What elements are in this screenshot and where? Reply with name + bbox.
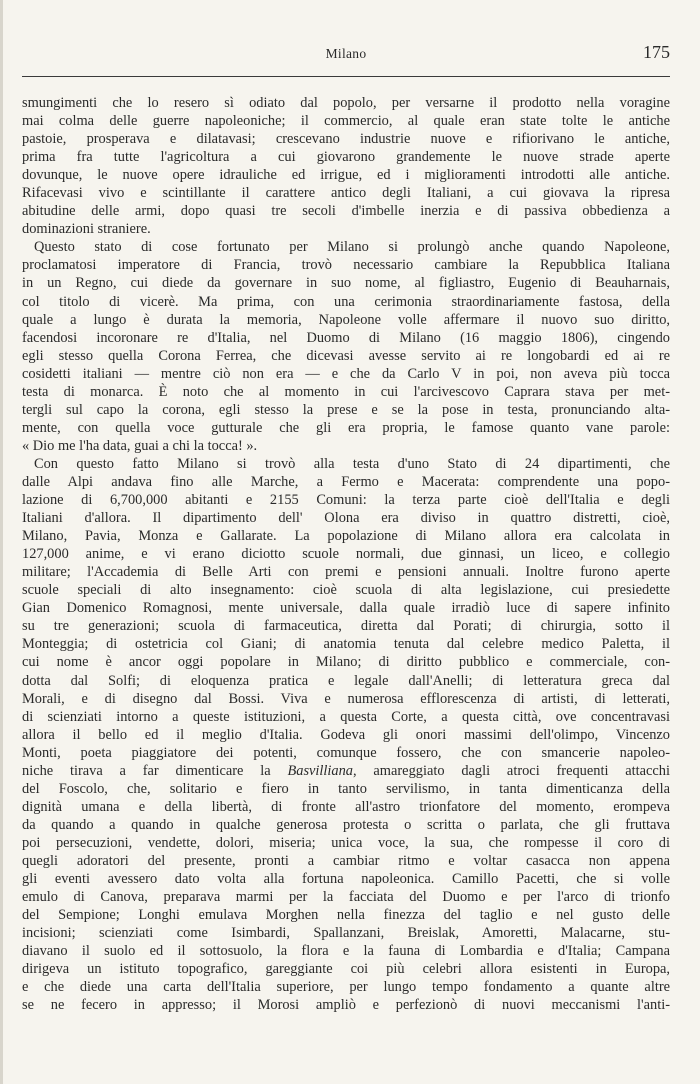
text-line: in un Regno, cui diede da governare in suo nome, al figliastro, Eugenio di Beauharnais, (22, 275, 670, 292)
text-line: abitudine delle armi, dopo quasi tre secoli d'imbelle inerzia e di passiva obbedienza a (22, 203, 670, 220)
text-line: Monti, poeta piaggiatore dei potenti, comunque fossero, che con smancerie napoleo- (22, 744, 670, 761)
text-line: 127,000 anime, e vi erano diciotto scuole normali, due ginnasi, un liceo, e collegio (22, 546, 670, 563)
text-line: dignità umana e della libertà, di fronte all'astro trionfatore del momento, erompeva (22, 798, 670, 815)
text-line: incisioni; scienziati come Isimbardi, Spallanzani, Breislak, Amoretti, Malacarne, stu- (22, 925, 670, 942)
text-line: egli stesso quella Corona Ferrea, che dicevasi avesse servito ai re longobardi ed ai re (22, 347, 670, 364)
text-line: pastoie, prosperava e dilatavasi; crescevano industrie nuove e rifiorivano le antiche, (22, 131, 670, 148)
text-line: dovunque, le nuove opere idrauliche ed irrigue, ed i miglioramenti introdotti alle antiche. (22, 167, 670, 184)
text-line: poi persecuzioni, vendette, dolori, miseria; unica voce, la sua, che rompesse il coro di (22, 834, 670, 851)
text-line: e che diede una carta dell'Italia superiore, per lungo tempo fondamento a quante altre (22, 979, 670, 996)
text-line: Milano, Pavia, Monza e Gallarate. La popolazione di Milano allora era calcolata in (22, 528, 670, 545)
text-line: prima fra tutte l'agricoltura a cui giovarono grandemente le nuove strade aperte (22, 149, 670, 166)
text-line: Questo stato di cose fortunato per Milano si prolungò anche quando Napoleone, (34, 239, 670, 256)
text-line: mente, con quella voce gutturale che gli era propria, le famose quanto vane parole: (22, 419, 670, 436)
body-text (22, 94, 670, 1014)
text-line: Morali, e di disegno dal Bossi. Viva e numerosa efflorescenza di artisti, di letterati, (22, 690, 670, 707)
text-line: tergli sul capo la corona, egli stesso la prese e se la pose in testa, pronunciando alta- (22, 401, 670, 418)
text-line: niche tirava a far dimenticare la Basvilliana, amareggiato dagli atroci frequenti attacchi (22, 762, 670, 779)
text-line: lazione di 6,700,000 abitanti e 2155 Comuni: la terza parte cioè dell'Italia e degli (22, 492, 670, 509)
text-line: Rifacevasi vivo e scintillante il carattere antico degli Italiani, a cui giovava la ripresa (22, 185, 670, 202)
text-line: facendosi incoronare re d'Italia, nel Duomo di Milano (16 maggio 1806), cingendo (22, 329, 670, 346)
text-line: smungimenti che lo resero sì odiato dal popolo, per versarne il prodotto nella voragine (22, 95, 670, 111)
running-title: Milano (325, 46, 367, 61)
text-line: quale a lungo è durata la memoria, Napoleone volle affermare il nuovo suo diritto, (22, 311, 670, 328)
text-line: da quando a quando in qualche generosa protesta o scritta o parlata, che gli fruttava (22, 816, 670, 833)
text-line: Italiani d'allora. Il dipartimento dell' Olona era diviso in quattro distretti, cioè, (22, 510, 670, 527)
running-header (22, 40, 670, 68)
text-line: scuole speciali di alto insegnamento: cioè scuola di alta legislazione, cui presiedette (22, 582, 670, 599)
text-line: cosidetti italiani — mentre ciò non era — e che da Carlo V in poi, non aveva più tocca (22, 365, 670, 382)
text-line: dirigeva un istituto topografico, gareggiante coi più celebri allora esistenti in Europa, (22, 961, 670, 978)
text-line: allora il bello ed il meglio d'Italia. Godeva gli onori massimi dell'olimpo, Vincenzo (22, 726, 670, 743)
text-line: « Dio me l'ha data, guai a chi la tocca! ». (22, 437, 258, 454)
text-line: su tre generazioni; scuola di farmaceutica, diretta dal Porati; di chirurgia, sotto il (22, 618, 670, 635)
page-edge-shadow (0, 0, 3, 1084)
text-line: mai colma delle guerre napoleoniche; il commercio, al quale eran state tolte le antiche (22, 113, 670, 130)
text-line: diavano il suolo ed il sottosuolo, la flora e la fauna di Lombardia e d'Italia; Campana (22, 943, 670, 960)
page-number: 175 (643, 42, 670, 62)
text-line: proclamatosi imperatore di Francia, trovò necessario cambiare la Repubblica Italiana (22, 257, 670, 274)
header-rule (22, 76, 670, 77)
text-line: testa di monarca. È noto che al momento in cui l'arcivescovo Caprara stava per met- (22, 383, 670, 400)
text-line: Monteggia; di ostetricia col Giani; di anatomia tenuta dal celebre medico Paletta, il (22, 636, 670, 653)
text-line: dominazioni straniere. (22, 221, 151, 238)
text-line: Con questo fatto Milano si trovò alla testa d'uno Stato di 24 dipartimenti, che (34, 455, 670, 472)
text-line: dotta dal Solfi; di eloquenza pratica e legale dall'Anelli; di letteratura greca dal (22, 672, 670, 689)
text-line: del Sempione; Longhi emulava Morghen nella finezza del taglio e nel gusto delle (22, 907, 670, 924)
text-line: quegli adoratori del presente, pronti a cambiar ritmo e voltar casacca non appena (22, 852, 670, 869)
text-line: dalle Alpi andava fino alle Marche, a Fermo e Macerata: comprendente una popo- (22, 473, 670, 490)
italic-title: Basvilliana (287, 762, 354, 779)
text-line: emulo di Canova, preparava marmi per la facciata del Duomo e per l'arco di trionfo (22, 889, 670, 906)
text-line: Gian Domenico Romagnosi, mente universale, dalla quale irradiò luce di sapere infinito (22, 600, 670, 617)
text-line: militare; l'Accademia di Belle Arti con premi e pensioni annuali. Inoltre furono aperte (22, 564, 670, 581)
text-line: se ne fecero in appresso; il Morosi ampliò e perfezionò di nuovi meccanismi l'anti- (22, 997, 670, 1014)
text-line: cui nome è ancor oggi popolare in Milano; di diritto pubblico e commerciale, con- (22, 654, 670, 671)
text-line: gli eventi avessero dato volta alla fortuna napoleonica. Camillo Pacetti, che si volle (22, 871, 670, 888)
text-line: col titolo di vicerè. Ma prima, con una cerimonia straordinariamente fastosa, della (22, 293, 670, 310)
text-line: del Foscolo, che, solitario e fiero in tanto servilismo, in tanta dimenticanza della (22, 780, 670, 797)
text-line: di scienziati intorno a queste istituzioni, a questa Corte, a questa città, ove concentravasi (22, 708, 670, 725)
